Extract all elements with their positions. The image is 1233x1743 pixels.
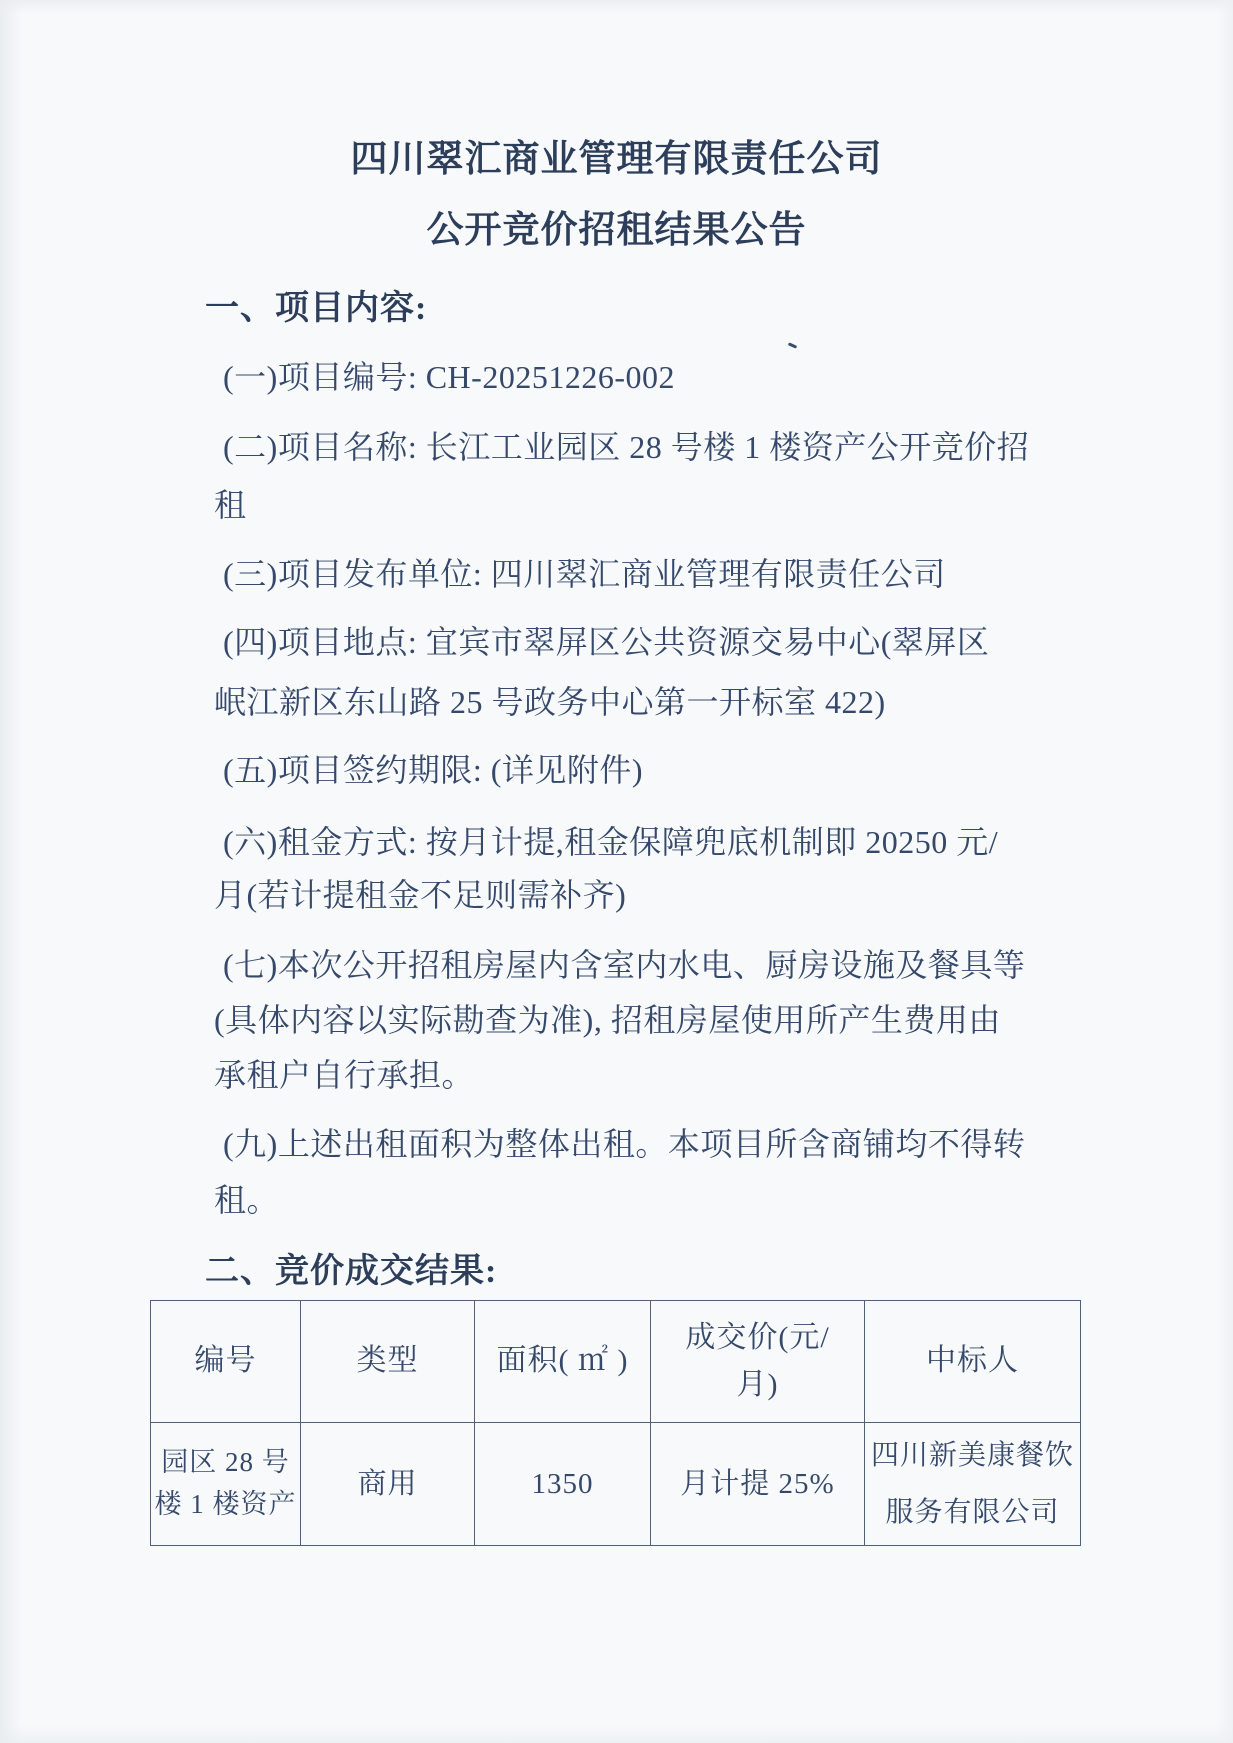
scan-artifact-mark — [788, 342, 797, 348]
table-cell-winner-line-1: 四川新美康餐饮 — [870, 1439, 1074, 1471]
table-cell-winner-line-2: 服务有限公司 — [885, 1497, 1060, 1528]
table-header-winner-label: 中标人 — [926, 1344, 1019, 1378]
doc-line-item-9b: 租。 — [214, 1182, 280, 1218]
table-header-area — [475, 1301, 651, 1423]
doc-line-item-7c: 承租户自行承担。 — [214, 1057, 475, 1093]
results-table — [150, 1300, 1081, 1546]
page-title-line-1: 四川翠汇商业管理有限责任公司 — [350, 139, 883, 180]
table-header-winner — [865, 1301, 1081, 1423]
table-header-type-label: 类型 — [356, 1344, 419, 1378]
table-cell-type-value: 商用 — [357, 1467, 418, 1500]
doc-line-item-1: (一)项目编号: CH-20251226-002 — [223, 359, 675, 395]
doc-line-item-7a: (七)本次公开招租房屋内含室内水电、厨房设施及餐具等 — [223, 947, 1026, 983]
table-header-id-label: 编号 — [194, 1344, 257, 1378]
doc-line-item-5: (五)项目签约期限: (详见附件) — [223, 752, 644, 788]
doc-line-item-2b: 租 — [214, 487, 247, 523]
table-cell-id-line-2: 楼 1 楼资产 — [154, 1489, 297, 1519]
doc-line-item-9a: (九)上述出租面积为整体出租。本项目所含商铺均不得转 — [223, 1126, 1026, 1162]
table-header-price — [651, 1301, 865, 1423]
table-cell-type — [301, 1423, 475, 1546]
table-cell-id — [151, 1423, 301, 1546]
table-header-area-label: 面积( ㎡ ) — [496, 1344, 629, 1378]
table-header-price-line-1: 成交价(元/ — [685, 1321, 830, 1354]
doc-line-item-6a: (六)租金方式: 按月计提,租金保障兜底机制即 20250 元/ — [223, 824, 999, 860]
table-header-id — [151, 1301, 301, 1423]
doc-line-item-3: (三)项目发布单位: 四川翠汇商业管理有限责任公司 — [223, 556, 946, 592]
table-header-type — [301, 1301, 475, 1423]
doc-line-item-7b: (具体内容以实际勘查为准), 招租房屋使用所产生费用由 — [214, 1002, 1001, 1038]
table-cell-price — [651, 1423, 865, 1546]
table-header-row — [151, 1301, 1081, 1423]
table-cell-winner — [865, 1423, 1081, 1546]
page-title-line-2: 公开竞价招租结果公告 — [426, 210, 807, 251]
table-cell-area-value: 1350 — [531, 1467, 594, 1500]
doc-line-item-4a: (四)项目地点: 宜宾市翠屏区公共资源交易中心(翠屏区 — [223, 624, 990, 660]
section-heading-2: 二、竞价成交结果: — [205, 1253, 498, 1290]
table-header-price-line-2: 月) — [736, 1367, 779, 1401]
doc-line-item-4b: 岷江新区东山路 25 号政务中心第一开标室 422) — [214, 684, 886, 720]
section-heading-1: 一、项目内容: — [205, 290, 428, 327]
table-cell-price-value: 月计提 25% — [680, 1467, 835, 1500]
table-row — [151, 1423, 1081, 1546]
table-cell-area — [475, 1423, 651, 1546]
doc-line-item-6b: 月(若计提租金不足则需补齐) — [214, 877, 627, 913]
table-cell-id-line-1: 园区 28 号 — [161, 1447, 290, 1478]
doc-line-item-2a: (二)项目名称: 长江工业园区 28 号楼 1 楼资产公开竞价招 — [223, 429, 1030, 465]
